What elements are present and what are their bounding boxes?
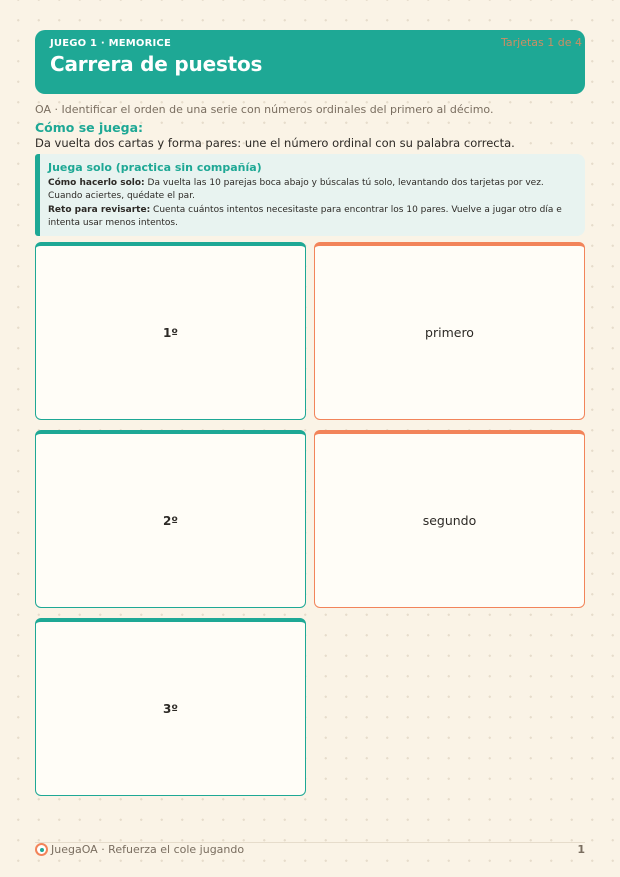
solo-challenge bbox=[48, 204, 573, 229]
footer-brand: JuegaOA · Refuerza el cole jugando bbox=[51, 843, 245, 856]
how-to-play-text: Da vuelta dos cartas y forma pares: une el número ordinal con su palabra correcta. bbox=[35, 136, 515, 150]
learning-objective: OA · Identificar el orden de una serie con números ordinales del primero al décimo. bbox=[35, 103, 494, 116]
how-to-play-title: Cómo se juega: bbox=[35, 120, 144, 135]
solo-title: Juega solo (practica sin compañía) bbox=[48, 161, 262, 174]
game-header bbox=[35, 30, 585, 94]
card-number-1 bbox=[35, 242, 306, 420]
solo-challenge-label: Reto para revisarte: bbox=[48, 205, 151, 215]
card-number-text: 3º bbox=[162, 701, 179, 716]
card-number-2 bbox=[35, 430, 306, 608]
game-title: Carrera de puestos bbox=[50, 52, 263, 76]
brand-logo-icon bbox=[35, 843, 48, 856]
page-number: 1 bbox=[577, 843, 585, 856]
footer bbox=[35, 843, 585, 857]
solo-how-label: Cómo hacerlo solo: bbox=[48, 178, 145, 188]
card-word-text: segundo bbox=[422, 513, 477, 528]
solo-play-box bbox=[35, 154, 585, 236]
card-number-text: 2º bbox=[162, 513, 179, 528]
card-set-label: Tarjetas 1 de 4 bbox=[500, 36, 582, 49]
card-number-3 bbox=[35, 618, 306, 796]
game-kicker: JUEGO 1 · MEMORICE bbox=[50, 38, 172, 49]
card-word-2 bbox=[314, 430, 585, 608]
solo-challenge-text: Cuenta cuántos intentos necesitaste para encontrar los 10 pares. Vuelve a jugar otro día e intenta usar menos intentos. bbox=[48, 205, 562, 228]
solo-how bbox=[48, 177, 573, 202]
card-word-text: primero bbox=[425, 325, 474, 340]
card-number-text: 1º bbox=[162, 325, 179, 340]
card-word-1 bbox=[314, 242, 585, 420]
solo-how-text: Da vuelta las 10 parejas boca abajo y búscalas tú solo, levantando dos tarjetas por vez. Cuando aciertes, quédate el par. bbox=[48, 178, 544, 201]
